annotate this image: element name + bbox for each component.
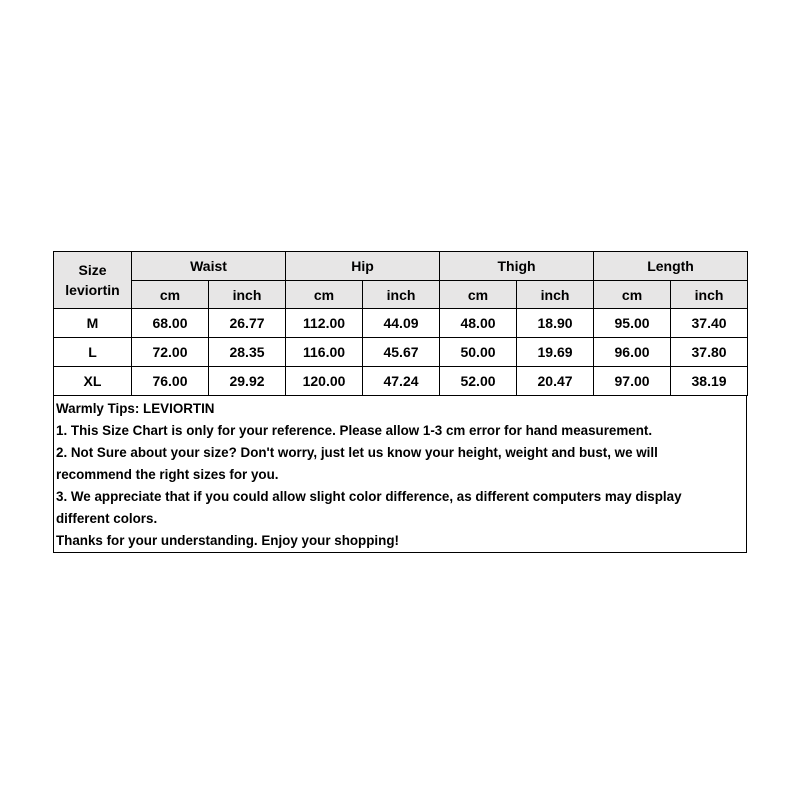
value-cell: 96.00	[594, 338, 671, 367]
size-cell: L	[54, 338, 132, 367]
value-cell: 120.00	[286, 367, 363, 396]
tips-line: 2. Not Sure about your size? Don't worry, just let us know your height, weight and bust, we will	[56, 445, 658, 460]
size-header-cell	[54, 252, 132, 309]
unit-header: cm	[286, 281, 363, 309]
group-header-length: Length	[594, 252, 748, 281]
size-chart	[53, 251, 747, 553]
tips-box	[53, 396, 747, 553]
unit-header: inch	[209, 281, 286, 309]
value-cell: 68.00	[132, 309, 209, 338]
table-row	[54, 338, 748, 367]
value-cell: 37.40	[671, 309, 748, 338]
size-header-line1: Size	[78, 262, 107, 278]
value-cell: 38.19	[671, 367, 748, 396]
unit-header: cm	[594, 281, 671, 309]
value-cell: 112.00	[286, 309, 363, 338]
value-cell: 48.00	[440, 309, 517, 338]
value-cell: 50.00	[440, 338, 517, 367]
table-row	[54, 309, 748, 338]
tips-closing: Thanks for your understanding. Enjoy your shopping!	[56, 533, 399, 548]
tips-line: different colors.	[56, 511, 158, 526]
value-cell: 18.90	[517, 309, 594, 338]
group-header-hip: Hip	[286, 252, 440, 281]
group-header-thigh: Thigh	[440, 252, 594, 281]
unit-header: inch	[517, 281, 594, 309]
value-cell: 45.67	[363, 338, 440, 367]
value-cell: 29.92	[209, 367, 286, 396]
value-cell: 19.69	[517, 338, 594, 367]
value-cell: 72.00	[132, 338, 209, 367]
value-cell: 52.00	[440, 367, 517, 396]
value-cell: 44.09	[363, 309, 440, 338]
tips-title: Warmly Tips: LEVIORTIN	[56, 401, 215, 416]
value-cell: 97.00	[594, 367, 671, 396]
header-row-groups	[54, 252, 748, 281]
value-cell: 26.77	[209, 309, 286, 338]
unit-header: inch	[363, 281, 440, 309]
unit-header: cm	[440, 281, 517, 309]
value-cell: 116.00	[286, 338, 363, 367]
size-header-line2: leviortin	[65, 282, 120, 298]
tips-line: recommend the right sizes for you.	[56, 467, 279, 482]
header-row-units	[54, 281, 748, 309]
value-cell: 76.00	[132, 367, 209, 396]
value-cell: 37.80	[671, 338, 748, 367]
value-cell: 47.24	[363, 367, 440, 396]
tips-line: 3. We appreciate that if you could allow slight color difference, as different computers may display	[56, 489, 682, 504]
size-cell: M	[54, 309, 132, 338]
table-row	[54, 367, 748, 396]
size-cell: XL	[54, 367, 132, 396]
group-header-waist: Waist	[132, 252, 286, 281]
unit-header: cm	[132, 281, 209, 309]
value-cell: 28.35	[209, 338, 286, 367]
tips-line: 1. This Size Chart is only for your reference. Please allow 1-3 cm error for hand measurement.	[56, 423, 653, 438]
value-cell: 95.00	[594, 309, 671, 338]
size-table	[53, 251, 748, 396]
unit-header: inch	[671, 281, 748, 309]
value-cell: 20.47	[517, 367, 594, 396]
